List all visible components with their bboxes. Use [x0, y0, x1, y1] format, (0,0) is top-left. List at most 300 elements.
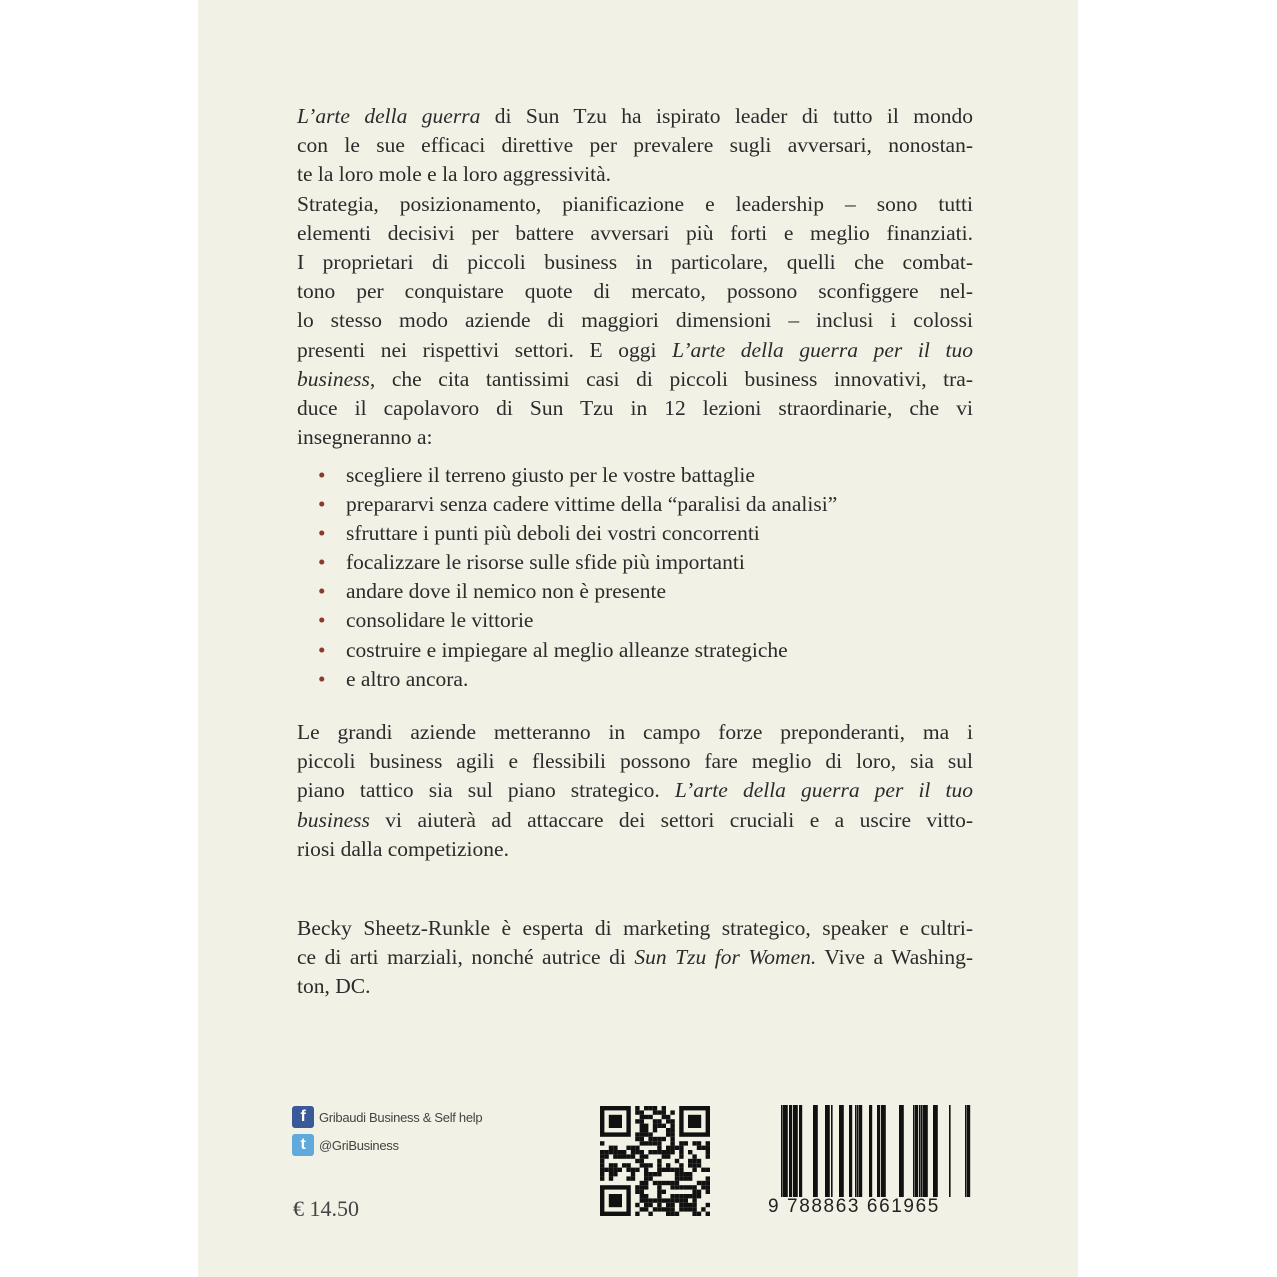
qr-module	[666, 1181, 670, 1185]
list-item-text: consolidare le vittorie	[346, 608, 534, 633]
qr-module	[613, 1163, 617, 1167]
qr-module	[692, 1154, 696, 1158]
bullet-icon: •	[318, 608, 326, 633]
qr-module	[657, 1141, 661, 1145]
qr-module	[701, 1146, 705, 1150]
qr-module	[635, 1168, 639, 1172]
qr-module	[679, 1141, 683, 1145]
qr-module	[675, 1172, 679, 1176]
qr-module	[626, 1154, 630, 1158]
qr-module	[679, 1203, 683, 1207]
qr-module	[631, 1154, 635, 1158]
qr-module	[644, 1154, 648, 1158]
qr-module	[692, 1198, 696, 1202]
qr-module	[657, 1124, 661, 1128]
list-item-text: scegliere il terreno giusto per le vostre battaglie	[346, 463, 755, 487]
qr-module	[635, 1132, 639, 1136]
text-line	[297, 219, 973, 248]
qr-module	[662, 1190, 666, 1194]
qr-module	[640, 1194, 644, 1198]
qr-module	[600, 1176, 604, 1180]
qr-module	[609, 1176, 613, 1180]
qr-module	[618, 1168, 622, 1172]
qr-finder	[609, 1194, 622, 1207]
qr-module	[684, 1207, 688, 1211]
qr-module	[640, 1119, 644, 1123]
qr-module	[670, 1198, 674, 1202]
list-item-text: costruire e impiegare al meglio alleanze strategiche	[346, 637, 788, 662]
barcode-bar	[855, 1105, 857, 1197]
qr-module	[692, 1190, 696, 1194]
qr-module	[653, 1124, 657, 1128]
qr-module	[644, 1115, 648, 1119]
qr-module	[688, 1207, 692, 1211]
qr-module	[644, 1176, 648, 1180]
book-title-italic: L’arte della guerra	[297, 104, 481, 128]
qr-module	[688, 1163, 692, 1167]
qr-module	[600, 1163, 604, 1167]
text-segment: vi aiuterà ad attaccare dei settori cruciali e a uscire vitto-	[369, 807, 973, 832]
qr-module	[684, 1194, 688, 1198]
qr-module	[648, 1163, 652, 1167]
barcode-bar	[839, 1105, 844, 1197]
qr-module	[600, 1168, 604, 1172]
qr-module	[618, 1154, 622, 1158]
qr-module	[631, 1176, 635, 1180]
qr-module	[670, 1194, 674, 1198]
twitter-link[interactable]	[292, 1134, 399, 1156]
barcode-bar	[799, 1105, 802, 1197]
text-line	[297, 190, 973, 219]
qr-module	[662, 1207, 666, 1211]
qr-module	[613, 1146, 617, 1150]
qr-module	[626, 1176, 630, 1180]
qr-module	[648, 1106, 652, 1110]
qr-module	[679, 1146, 683, 1150]
qr-module	[662, 1198, 666, 1202]
list-item	[318, 636, 837, 665]
qr-module	[670, 1150, 674, 1154]
qr-module	[644, 1168, 648, 1172]
qr-module	[670, 1137, 674, 1141]
text-segment: riosi dalla competizione.	[297, 836, 509, 861]
qr-module	[670, 1132, 674, 1136]
text-segment: Becky Sheetz-Runkle è esperta di marketing strategico, speaker e cultri-	[297, 916, 973, 940]
qr-module	[644, 1124, 648, 1128]
twitter-label: @GriBusiness	[319, 1137, 399, 1153]
qr-module	[640, 1137, 644, 1141]
qr-module	[609, 1146, 613, 1150]
list-item	[318, 548, 837, 577]
qr-module	[684, 1172, 688, 1176]
list-item-text: sfruttare i punti più deboli dei vostri concorrenti	[346, 521, 760, 546]
bullet-icon: •	[318, 463, 326, 487]
qr-module	[626, 1163, 630, 1167]
qr-module	[697, 1181, 701, 1185]
qr-module	[666, 1150, 670, 1154]
qr-module	[640, 1159, 644, 1163]
qr-module	[635, 1150, 639, 1154]
qr-module	[666, 1203, 670, 1207]
qr-finder	[609, 1115, 622, 1128]
qr-module	[697, 1146, 701, 1150]
qr-module	[648, 1141, 652, 1145]
qr-module	[644, 1198, 648, 1202]
qr-module	[648, 1212, 652, 1216]
text-segment: Vive a Washing-	[816, 945, 973, 970]
qr-module	[648, 1150, 652, 1154]
barcode-bar	[793, 1105, 798, 1197]
qr-module	[688, 1159, 692, 1163]
text-segment: , che cita tantissimi casi di piccoli business innovativi, tra-	[369, 366, 973, 391]
list-item	[318, 577, 837, 606]
list-item-text: focalizzare le risorse sulle sfide più importanti	[346, 550, 745, 575]
qr-module	[679, 1168, 683, 1172]
text-segment: te la loro mole e la loro aggressività.	[297, 162, 612, 187]
list-item-text: andare dove il nemico non è presente	[346, 579, 666, 604]
text-segment: insegneranno a:	[297, 425, 433, 450]
qr-module	[653, 1181, 657, 1185]
qr-module	[635, 1119, 639, 1123]
text-segment: piccoli business agili e flessibili possono fare meglio di loro, sia sul	[297, 749, 973, 774]
qr-module	[675, 1194, 679, 1198]
qr-module	[675, 1168, 679, 1172]
qr-module	[640, 1185, 644, 1189]
bullet-icon: •	[318, 550, 326, 575]
qr-module	[631, 1168, 635, 1172]
text-segment: Le grandi aziende metteranno in campo forze preponderanti, ma i	[297, 720, 973, 744]
text-line	[297, 160, 973, 189]
qr-module	[684, 1176, 688, 1180]
qr-module	[640, 1190, 644, 1194]
qr-module	[670, 1203, 674, 1207]
qr-module	[706, 1168, 710, 1172]
barcode-bar	[789, 1105, 792, 1197]
qr-module	[635, 1137, 639, 1141]
book-title-italic: L’arte della guerra per il tuo	[674, 778, 973, 803]
qr-module	[657, 1194, 661, 1198]
qr-module	[688, 1185, 692, 1189]
qr-module	[675, 1212, 679, 1216]
qr-module	[679, 1194, 683, 1198]
qr-module	[679, 1154, 683, 1158]
qr-module	[692, 1207, 696, 1211]
qr-code[interactable]	[600, 1106, 710, 1216]
qr-module	[679, 1185, 683, 1189]
qr-module	[640, 1163, 644, 1167]
qr-module	[684, 1203, 688, 1207]
qr-module	[688, 1176, 692, 1180]
list-item	[318, 606, 837, 635]
qr-module	[666, 1115, 670, 1119]
qr-module	[666, 1132, 670, 1136]
qr-module	[644, 1207, 648, 1211]
qr-module	[604, 1154, 608, 1158]
qr-module	[662, 1115, 666, 1119]
text-segment: duce il capolavoro di Sun Tzu in 12 lezioni straordinarie, che vi	[297, 395, 973, 420]
text-segment: tono per conquistare quote di mercato, possono sconfiggere nel-	[297, 279, 973, 304]
qr-module	[697, 1212, 701, 1216]
text-line	[297, 365, 973, 394]
barcode-bar	[857, 1105, 859, 1197]
qr-module	[640, 1207, 644, 1211]
qr-module	[666, 1154, 670, 1158]
qr-module	[648, 1176, 652, 1180]
barcode-bar	[869, 1105, 872, 1197]
qr-module	[600, 1172, 604, 1176]
qr-module	[657, 1110, 661, 1114]
qr-module	[706, 1212, 710, 1216]
book-title-italic: Sun Tzu for Women.	[634, 945, 817, 970]
qr-module	[640, 1132, 644, 1136]
qr-module	[613, 1172, 617, 1176]
qr-module	[657, 1150, 661, 1154]
qr-module	[653, 1137, 657, 1141]
qr-finder	[688, 1115, 701, 1128]
qr-module	[613, 1150, 617, 1154]
text-line	[297, 835, 973, 864]
qr-module	[679, 1198, 683, 1202]
qr-module	[692, 1203, 696, 1207]
barcode-bar	[859, 1105, 862, 1197]
qr-module	[640, 1110, 644, 1114]
text-line	[297, 718, 973, 747]
qr-module	[662, 1150, 666, 1154]
qr-module	[626, 1168, 630, 1172]
list-item	[318, 490, 837, 519]
list-item-text: prepararvi senza cadere vittime della “paralisi da analisi”	[346, 492, 838, 517]
qr-module	[657, 1172, 661, 1176]
qr-module	[670, 1207, 674, 1211]
qr-module	[706, 1154, 710, 1158]
qr-module	[640, 1141, 644, 1145]
qr-module	[604, 1168, 608, 1172]
qr-module	[644, 1141, 648, 1145]
qr-module	[670, 1141, 674, 1145]
barcode-bar	[949, 1105, 951, 1197]
qr-module	[635, 1159, 639, 1163]
qr-module	[644, 1203, 648, 1207]
qr-module	[692, 1194, 696, 1198]
barcode-bar	[783, 1105, 788, 1197]
qr-module	[670, 1146, 674, 1150]
qr-module	[657, 1185, 661, 1189]
closing-paragraph	[297, 718, 973, 864]
qr-module	[657, 1198, 661, 1202]
qr-module	[666, 1168, 670, 1172]
text-line	[297, 336, 973, 365]
qr-module	[600, 1150, 604, 1154]
facebook-link[interactable]	[292, 1106, 482, 1128]
qr-module	[653, 1141, 657, 1145]
qr-module	[688, 1203, 692, 1207]
text-line	[297, 306, 973, 335]
qr-module	[662, 1124, 666, 1128]
qr-module	[706, 1190, 710, 1194]
qr-module	[657, 1163, 661, 1167]
qr-module	[666, 1163, 670, 1167]
text-line	[297, 394, 973, 423]
twitter-icon: t	[292, 1134, 314, 1156]
qr-module	[609, 1172, 613, 1176]
qr-module	[679, 1176, 683, 1180]
qr-module	[648, 1172, 652, 1176]
qr-module	[684, 1185, 688, 1189]
qr-module	[626, 1146, 630, 1150]
qr-module	[657, 1159, 661, 1163]
qr-module	[670, 1128, 674, 1132]
barcode-bar	[899, 1105, 904, 1197]
book-title-italic: business	[297, 807, 370, 832]
barcode-bar	[831, 1105, 833, 1197]
qr-module	[640, 1181, 644, 1185]
qr-module	[688, 1150, 692, 1154]
qr-module	[653, 1110, 657, 1114]
qr-module	[622, 1163, 626, 1167]
qr-module	[706, 1141, 710, 1145]
barcode-bar	[915, 1105, 918, 1197]
qr-module	[701, 1207, 705, 1211]
text-line	[297, 972, 973, 1001]
list-item	[318, 461, 837, 490]
qr-module	[635, 1110, 639, 1114]
qr-module	[679, 1163, 683, 1167]
bullet-icon: •	[318, 666, 326, 691]
text-segment: di Sun Tzu ha ispirato leader di tutto il mondo	[480, 104, 974, 128]
qr-module	[666, 1212, 670, 1216]
qr-module	[675, 1181, 679, 1185]
qr-module	[706, 1185, 710, 1189]
qr-module	[635, 1185, 639, 1189]
barcode-bar	[921, 1105, 923, 1197]
list-item	[318, 519, 837, 548]
qr-module	[640, 1128, 644, 1132]
qr-module	[648, 1132, 652, 1136]
qr-module	[706, 1181, 710, 1185]
qr-module	[692, 1185, 696, 1189]
qr-module	[609, 1150, 613, 1154]
qr-module	[679, 1150, 683, 1154]
text-line	[297, 747, 973, 776]
qr-module	[644, 1163, 648, 1167]
qr-module	[635, 1106, 639, 1110]
qr-module	[692, 1163, 696, 1167]
qr-module	[657, 1146, 661, 1150]
qr-module	[653, 1198, 657, 1202]
qr-module	[670, 1212, 674, 1216]
text-segment: Strategia, posizionamento, pianificazione e leadership – sono tutti	[297, 191, 973, 216]
qr-module	[657, 1119, 661, 1123]
qr-module	[701, 1168, 705, 1172]
qr-module	[653, 1207, 657, 1211]
qr-module	[640, 1124, 644, 1128]
book-title-italic: L’arte della guerra per il tuo	[672, 337, 973, 362]
qr-module	[640, 1150, 644, 1154]
qr-module	[692, 1141, 696, 1145]
qr-module	[662, 1106, 666, 1110]
barcode-bar	[877, 1105, 880, 1197]
bullet-icon: •	[318, 579, 326, 604]
qr-module	[653, 1119, 657, 1123]
qr-module	[706, 1203, 710, 1207]
qr-module	[644, 1194, 648, 1198]
text-segment: I proprietari di piccoli business in particolare, quelli che combat-	[297, 249, 973, 274]
qr-module	[692, 1159, 696, 1163]
qr-module	[648, 1137, 652, 1141]
lesson-list	[318, 461, 837, 694]
qr-module	[666, 1119, 670, 1123]
qr-module	[697, 1163, 701, 1167]
text-line	[297, 248, 973, 277]
qr-module	[692, 1212, 696, 1216]
barcode	[781, 1105, 971, 1197]
qr-module	[618, 1150, 622, 1154]
qr-module	[688, 1172, 692, 1176]
qr-module	[635, 1203, 639, 1207]
qr-module	[653, 1172, 657, 1176]
qr-module	[657, 1207, 661, 1211]
qr-module	[666, 1128, 670, 1132]
qr-module	[675, 1176, 679, 1180]
qr-module	[613, 1168, 617, 1172]
qr-module	[644, 1132, 648, 1136]
qr-module	[631, 1172, 635, 1176]
qr-module	[644, 1181, 648, 1185]
qr-module	[662, 1168, 666, 1172]
qr-module	[648, 1198, 652, 1202]
qr-module	[644, 1128, 648, 1132]
qr-module	[662, 1137, 666, 1141]
qr-module	[644, 1172, 648, 1176]
qr-module	[648, 1115, 652, 1119]
text-line	[297, 806, 973, 835]
qr-module	[697, 1190, 701, 1194]
qr-module	[666, 1146, 670, 1150]
qr-module	[675, 1159, 679, 1163]
qr-module	[635, 1190, 639, 1194]
description-paragraph	[297, 102, 973, 452]
qr-module	[666, 1198, 670, 1202]
qr-module	[675, 1146, 679, 1150]
qr-module	[600, 1141, 604, 1145]
text-segment: elementi decisivi per battere avversari più forti e meglio finanziati.	[297, 220, 973, 245]
qr-module	[657, 1181, 661, 1185]
text-segment: ton, DC.	[297, 974, 371, 999]
qr-module	[622, 1150, 626, 1154]
qr-module	[670, 1124, 674, 1128]
qr-module	[670, 1168, 674, 1172]
text-line	[297, 943, 973, 972]
qr-module	[648, 1203, 652, 1207]
text-segment: con le sue efficaci direttive per prevalere sugli avversari, nonostan-	[297, 133, 973, 158]
text-line	[297, 423, 973, 452]
barcode-bar	[913, 1105, 915, 1197]
qr-module	[657, 1137, 661, 1141]
barcode-bar	[881, 1105, 886, 1197]
qr-module	[604, 1150, 608, 1154]
qr-module	[600, 1159, 604, 1163]
qr-module	[657, 1168, 661, 1172]
qr-module	[706, 1146, 710, 1150]
qr-module	[679, 1172, 683, 1176]
text-segment: piano tattico sia sul piano strategico.	[297, 778, 675, 803]
book-title-italic: business	[297, 366, 370, 391]
qr-module	[657, 1203, 661, 1207]
qr-module	[675, 1198, 679, 1202]
barcode-bar	[923, 1105, 928, 1197]
qr-module	[692, 1168, 696, 1172]
author-bio	[297, 914, 973, 1002]
